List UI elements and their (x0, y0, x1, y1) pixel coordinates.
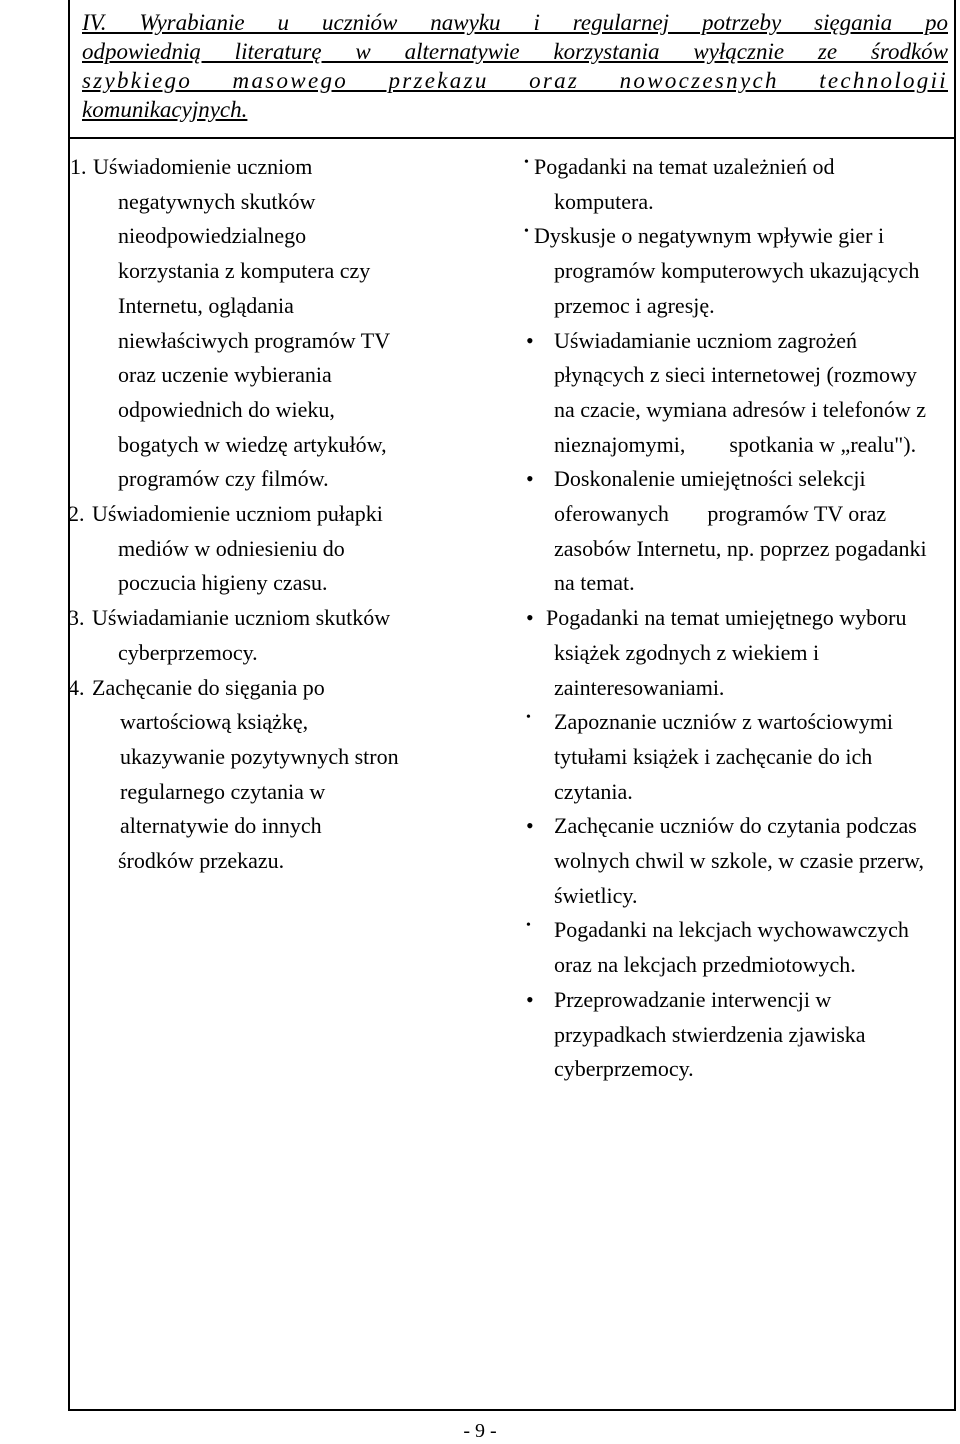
bullet-icon: • (524, 224, 529, 240)
page-number: - 9 - (463, 1420, 497, 1442)
goal-text-line: korzystania z komputera czy (118, 258, 371, 284)
activity-item (446, 809, 954, 913)
activity-item (446, 913, 954, 982)
bullet-icon: • (526, 918, 531, 934)
activity-item (446, 705, 954, 809)
bullet-icon: • (526, 466, 534, 492)
goal-text-line: alternatywie do innych (120, 813, 322, 839)
activity-text-line: płynących z sieci internetowej (rozmowy (554, 362, 917, 388)
goals-column (70, 150, 460, 879)
section-header-row (70, 0, 954, 139)
activity-text-line: Przeprowadzanie interwencji w (554, 986, 832, 1012)
activity-text-line: oferowanych programów TV oraz (554, 501, 887, 527)
activity-text-line: czytania. (554, 778, 633, 804)
goal-text-line: cyberprzemocy. (118, 639, 258, 665)
goal-item (70, 601, 460, 670)
activity-text-line: Zachęcanie uczniów do czytania podczas (554, 813, 917, 839)
activity-text-line: cyberprzemocy. (554, 1056, 694, 1082)
goal-text-line: Uświadomienie uczniom pułapki (92, 501, 383, 527)
activity-text-line: Pogadanki na temat uzależnień od (534, 154, 835, 179)
goal-item (70, 497, 460, 601)
plan-table (68, 0, 956, 1411)
goal-text-line: programów czy filmów. (118, 466, 329, 492)
goal-text-line: nieodpowiedzialnego (118, 223, 307, 249)
goal-number: 2. (68, 501, 85, 527)
section-title-line: komunikacyjnych. (82, 97, 248, 122)
goal-text-line: środków przekazu. (118, 848, 285, 874)
activity-text-line: zasobów Internetu, np. poprzez pogadanki (554, 535, 927, 561)
section-title-line: IV. Wyrabianie u uczniów nawyku i regularnej potrzeby sięgania po (82, 10, 948, 35)
goal-text-line: Uświadomienie uczniom (93, 154, 313, 179)
activity-text-line: zainteresowaniami. (554, 674, 725, 700)
activity-item (446, 983, 954, 1087)
activity-text-line: na czacie, wymiana adresów i telefonów z (554, 396, 926, 422)
activity-text-line: wolnych chwil w szkole, w czasie przerw, (554, 848, 924, 874)
goal-number: 3. (68, 605, 85, 631)
activity-text-line: oraz na lekcjach przedmiotowych. (554, 952, 856, 978)
bullet-icon: • (526, 327, 534, 353)
activities-column (446, 150, 954, 1087)
goal-text-line: odpowiednich do wieku, (118, 396, 335, 422)
activity-item (446, 150, 954, 219)
activity-text-line: Uświadamianie uczniom zagrożeń (554, 327, 857, 353)
activity-text-line: przemoc i agresję. (554, 292, 715, 318)
activity-text-line: tytułami książek i zachęcanie do ich (554, 743, 873, 769)
goal-text-line: negatywnych skutków (118, 188, 316, 214)
goal-number: 4. (68, 674, 85, 700)
section-title (82, 8, 948, 124)
bullet-icon: • (526, 986, 534, 1012)
activity-text-line: przypadkach stwierdzenia zjawiska (554, 1021, 866, 1047)
section-title-line: odpowiednią literaturę w alternatywie korzystania wyłącznie ze środków (82, 39, 948, 64)
goal-number: 1. (70, 154, 87, 179)
activity-item (446, 462, 954, 601)
activity-text-line: komputera. (554, 188, 654, 214)
activity-text-line: programów komputerowych ukazujących (554, 258, 920, 284)
goal-text-line: mediów w odniesieniu do (118, 535, 345, 561)
activity-item (446, 601, 954, 705)
goal-text-line: regularnego czytania w (120, 778, 326, 804)
goal-text-line: niewłaściwych programów TV (118, 327, 391, 353)
activity-text-line: Pogadanki na temat umiejętnego wyboru (546, 605, 907, 631)
bullet-icon: • (526, 605, 534, 631)
activity-text-line: nieznajomymi, spotkania w „realu"). (554, 431, 917, 457)
activity-text-line: Doskonalenie umiejętności selekcji (554, 466, 866, 492)
goal-item (70, 671, 460, 879)
goal-text-line: wartościową książkę, (120, 709, 309, 735)
goal-text-line: bogatych w wiedzę artykułów, (118, 431, 387, 457)
goal-item (70, 150, 460, 497)
goal-text-line: Internetu, oglądania (118, 292, 294, 318)
goal-text-line: oraz uczenie wybierania (118, 362, 332, 388)
section-title-line: szybkiego masowego przekazu oraz nowoczesnych technologii (82, 68, 948, 93)
goal-text-line: ukazywanie pozytywnych stron (120, 743, 399, 769)
activity-text-line: Zapoznanie uczniów z wartościowymi (554, 709, 894, 735)
goal-text-line: Zachęcanie do sięgania po (92, 674, 325, 700)
activity-item (446, 324, 954, 463)
goal-text-line: Uświadamianie uczniom skutków (92, 605, 391, 631)
activity-text-line: świetlicy. (554, 882, 638, 908)
activity-text-line: książek zgodnych z wiekiem i (554, 639, 820, 665)
bullet-icon: • (526, 710, 531, 726)
goal-text-line: poczucia higieny czasu. (118, 570, 328, 596)
bullet-icon: • (524, 155, 529, 170)
activity-item (446, 219, 954, 323)
activity-text-line: Pogadanki na lekcjach wychowawczych (554, 917, 909, 943)
bullet-icon: • (526, 813, 534, 839)
activity-text-line: na temat. (554, 570, 635, 596)
activity-text-line: Dyskusje o negatywnym wpływie gier i (534, 223, 885, 249)
